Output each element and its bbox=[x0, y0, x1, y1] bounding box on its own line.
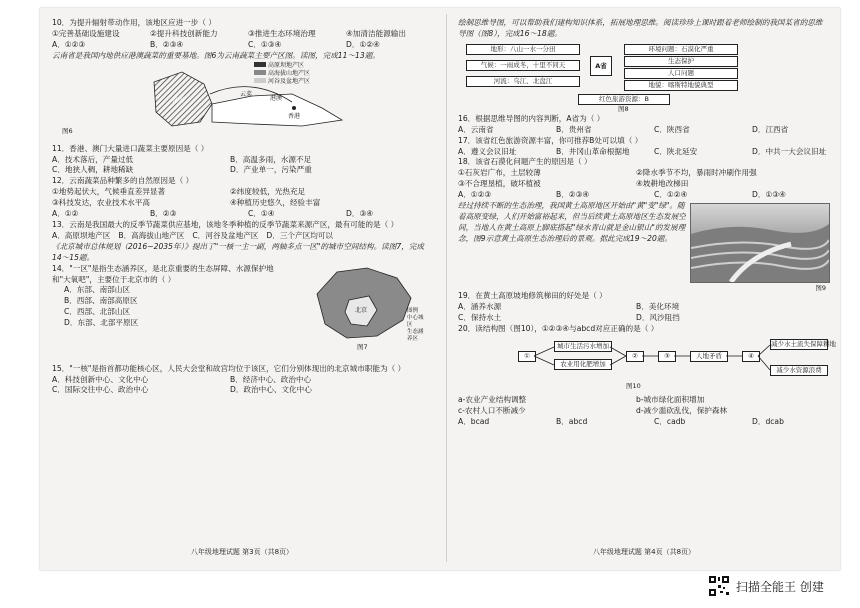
q12-opt-4: ④种植历史悠久，经验丰富 bbox=[230, 198, 321, 208]
q20-item-d: d-减少滥砍乱伐，保护森林 bbox=[636, 405, 728, 415]
mindmap-eco-protect: 生态保护 bbox=[624, 56, 738, 67]
q15-opt-c: C．国际交往中心、政治中心 bbox=[52, 385, 149, 395]
question-12: 12．云南蔬菜品种繁多的自然原因是（ ） bbox=[52, 176, 194, 186]
qr-code-icon bbox=[708, 575, 730, 597]
q19-row2 bbox=[458, 313, 830, 324]
mindmap-population: 人口问题 bbox=[624, 68, 738, 79]
mindmap-red-tourism: 红色旅游资源：B bbox=[578, 94, 670, 105]
q19-opt-b: B．美化环境 bbox=[636, 301, 680, 311]
node-conflict: 人地矛盾 bbox=[690, 351, 728, 362]
node-soil: 减少水土流失保障耕地 bbox=[771, 339, 836, 348]
question-18: 18．该省石漠化问题产生的原因是（ ） bbox=[458, 157, 592, 167]
figure-7-caption: 图7 bbox=[357, 342, 368, 351]
figure-6-map bbox=[62, 61, 362, 142]
figure-7-map bbox=[307, 264, 427, 352]
q11-opt-c: C．地狭人稠，耕地稀缺 bbox=[52, 165, 134, 175]
fig6-legend bbox=[254, 62, 310, 86]
q17-options bbox=[458, 147, 830, 158]
intro-14-15: 《北京城市总体规划（2016~2035年）》提出了"一核一主一副，两轴多点一区"的城市空间结构。读图7，完成14～15题。 bbox=[52, 241, 424, 262]
q12-ans-b: B．②③ bbox=[150, 209, 177, 219]
q18-opt-2: ②降水季节不均，暴雨时冲刷作用强 bbox=[636, 168, 757, 178]
legend-central: 中心城区 bbox=[407, 314, 424, 328]
q13-opt-d: D．三个产区均可以 bbox=[266, 230, 333, 240]
question-20: 20．读结构图（图10），①②③④与abcd对应正确的是（ ） bbox=[458, 323, 659, 333]
diagram-arrows-svg bbox=[458, 337, 836, 393]
q11-opt-b: B．高温多雨，水源不足 bbox=[230, 154, 312, 164]
q17-opt-c: C．陕北延安 bbox=[654, 146, 698, 156]
q11-opt-a: A．技术落后，产量过低 bbox=[52, 154, 134, 164]
question-14: 14．"一区"是指生态涵养区，是北京重要的生态屏障、水源保护地和"大氧吧"，主要位于北京市的（ ） bbox=[52, 263, 274, 284]
q16-options bbox=[458, 125, 830, 136]
q11-opt-d: D．产业单一，污染严重 bbox=[230, 165, 312, 175]
q12-opt-3: ③科技发达，农业技术水平高 bbox=[52, 198, 150, 208]
page-4 bbox=[458, 18, 836, 558]
intro-19-20: 经过持续不断的生态治理，我国黄土高原地区开始由"黄"变"绿"。随着高原变绿，人们开始富裕起来，但当后续黄土高原地区生态发展空间，当地人在黄土高原上脚底搭起"绿水青山就是金山银山"的发展理念，图9示意黄土高原生态治理后的景观。据此完成19～20题。 bbox=[458, 201, 686, 243]
mindmap-landform: 地貌：喀斯特地貌典型 bbox=[624, 80, 738, 91]
q14-block bbox=[52, 264, 432, 364]
q20-items-row1 bbox=[458, 395, 830, 406]
q19-row1 bbox=[458, 302, 830, 313]
q12-answers bbox=[52, 209, 432, 220]
q10-ans-c: C．①③④ bbox=[248, 39, 282, 49]
q19-opt-a: A．涵养水源 bbox=[458, 301, 502, 311]
q20-answers bbox=[458, 417, 830, 428]
mindmap-climate: 气候：一雨成冬，十里不同天 bbox=[466, 60, 580, 71]
q20-item-b: b-城市绿化面积增加 bbox=[636, 394, 705, 404]
q19-opt-d: D．风沙阻挡 bbox=[636, 312, 680, 322]
node-2: ② bbox=[626, 351, 644, 362]
q16-opt-c: C．陕西省 bbox=[654, 124, 690, 134]
q10-ans-a: A．①②③ bbox=[52, 39, 86, 49]
node-1: ① bbox=[518, 351, 536, 362]
legend-highland: 高海拔山地产区 bbox=[268, 69, 311, 77]
q10-statements bbox=[52, 29, 432, 40]
q14-opt-c: C．西部、北部山区 bbox=[64, 307, 131, 317]
q10-opt-2: ②提升科技创新能力 bbox=[150, 28, 218, 38]
q15-row2 bbox=[52, 385, 432, 396]
q20-ans-a: A．bcad bbox=[458, 416, 490, 426]
page-4-footer: 八年级地理试题 第4页（共8页） bbox=[592, 548, 696, 557]
q13-options bbox=[52, 231, 432, 242]
q20-item-c: c-农村人口不断减少 bbox=[458, 405, 526, 415]
q13-opt-a: A．高原坝地产区 bbox=[52, 230, 111, 240]
intro-16-18: 绘制思维导图，可以帮助我们建构知识体系，拓展地理思维。阅读珍珍上课时跟着老师绘制的我国某省的思维导图（图8），完成16～18题。 bbox=[458, 18, 823, 38]
q12-opt-2: ②纬度较低，光热充足 bbox=[230, 187, 306, 197]
scanner-watermark bbox=[708, 575, 824, 597]
node-3: ③ bbox=[658, 351, 676, 362]
question-15: 15．"一核"是指首都功能核心区，人民大会堂和故宫均位于该区，它们分别体现出的北京城市职能为（ ） bbox=[52, 363, 406, 373]
figure-9-caption: 图9 bbox=[815, 284, 826, 293]
scanner-label: 扫描全能王 创建 bbox=[736, 579, 824, 594]
q18-opt-1: ①石灰岩广布，土层较薄 bbox=[458, 168, 541, 178]
mindmap-terrain: 地形：八山一水一分田 bbox=[466, 44, 580, 55]
q11-row2 bbox=[52, 165, 432, 176]
legend-title: 图例 bbox=[407, 307, 419, 314]
page-3-footer: 八年级地理试题 第3页（共8页） bbox=[190, 548, 294, 557]
legend-eco: 生态涵养区 bbox=[407, 328, 424, 342]
label-beijing: 北京 bbox=[355, 306, 368, 314]
legend-plateau: 高原坝地产区 bbox=[268, 61, 305, 69]
q17-opt-a: A．遵义会议旧址 bbox=[458, 146, 517, 156]
figure-10-diagram bbox=[458, 337, 836, 393]
q10-opt-1: ①完善基础设施建设 bbox=[52, 28, 120, 38]
mindmap-env-issue: 环境问题：石漠化严重 bbox=[624, 44, 738, 55]
q15-opt-d: D．政治中心、文化中心 bbox=[230, 385, 312, 395]
question-17: 17．该省红色旅游资源丰富，你可推荐B处可以填（ ） bbox=[458, 135, 643, 145]
fig7-legend bbox=[407, 308, 427, 343]
label-hongkong: 香港 bbox=[288, 112, 301, 120]
q13-opt-c: C．河谷及盆地产区 bbox=[192, 230, 259, 240]
figure-8-caption: 图8 bbox=[618, 104, 629, 113]
q10-ans-d: D．①②④ bbox=[346, 39, 380, 49]
terrace-photo-svg bbox=[691, 204, 829, 282]
q18-answers bbox=[458, 190, 830, 201]
q12-ans-a: A．①② bbox=[52, 209, 79, 219]
q20-ans-b: B．abcd bbox=[556, 416, 588, 426]
label-gangao: 港澳 bbox=[270, 94, 283, 102]
q20-ans-d: D．dcab bbox=[752, 416, 784, 426]
q18-opt-3: ③不合理垦植，破坏植被 bbox=[458, 179, 541, 189]
q14-opt-d: D．东部、北部平原区 bbox=[64, 318, 139, 328]
node-fertilizer: 农业用化肥增加 bbox=[554, 359, 612, 370]
q14-opt-b: B．西部、南部高原区 bbox=[64, 296, 138, 306]
q12-ans-c: C．①④ bbox=[248, 209, 275, 219]
q20-item-a: a-农业产业结构调整 bbox=[458, 394, 527, 404]
q19-opt-c: C．保持水土 bbox=[458, 312, 502, 322]
q12-opt-1: ①地势起伏大，气候垂直差异显著 bbox=[52, 187, 166, 197]
q12-ans-d: D．③④ bbox=[346, 209, 374, 219]
figure-10-caption: 图10 bbox=[626, 381, 641, 390]
q15-row1 bbox=[52, 375, 432, 386]
q16-opt-b: B．贵州省 bbox=[556, 124, 592, 134]
node-sewage: 城市生活污水增加 bbox=[554, 341, 612, 352]
question-10: 10．为提升辐射带动作用，该地区应进一步（ ） bbox=[52, 18, 216, 27]
q10-opt-4: ④加清洁能源输出 bbox=[346, 28, 406, 38]
node-water: 减少水资源浪费 bbox=[770, 365, 828, 376]
q18-row1 bbox=[458, 168, 830, 179]
page-3 bbox=[52, 18, 432, 558]
hongkong-point bbox=[292, 106, 296, 110]
q18-ans-c: C．①②④ bbox=[654, 190, 688, 200]
question-13: 13．云南是我国最大的反季节蔬菜供应基地，该地冬季种植的反季节蔬菜来源产区，最有可能的是（ ） bbox=[52, 219, 399, 229]
node-4: ④ bbox=[742, 351, 760, 362]
mindmap-center: A省 bbox=[590, 56, 612, 76]
q20-items-row2 bbox=[458, 406, 830, 417]
figure-9-photo bbox=[690, 203, 830, 283]
q15-opt-b: B．经济中心、政治中心 bbox=[230, 374, 312, 384]
q13-opt-b: B．高海拔山地产区 bbox=[118, 230, 185, 240]
q17-opt-b: B．井冈山革命根据地 bbox=[556, 146, 630, 156]
q16-opt-d: D．江西省 bbox=[752, 124, 789, 134]
mindmap-rivers: 河流：乌江、北盘江 bbox=[466, 76, 580, 87]
question-19: 19．在黄土高原坡地修筑梯田的好处是（ ） bbox=[458, 291, 607, 301]
label-yuncai: 云菜 bbox=[240, 90, 253, 98]
q18-ans-b: B．②③④ bbox=[556, 190, 590, 200]
q12-row2 bbox=[52, 198, 432, 209]
question-16: 16．根据思维导图的内容判断，A省为（ ） bbox=[458, 113, 605, 123]
q12-row1 bbox=[52, 187, 432, 198]
q10-answers bbox=[52, 40, 432, 51]
q10-ans-b: B．②③④ bbox=[150, 39, 184, 49]
label-kunming: 昆明 bbox=[172, 96, 185, 104]
q15-opt-a: A．科技创新中心、文化中心 bbox=[52, 374, 149, 384]
q16-opt-a: A．云南省 bbox=[458, 124, 494, 134]
exam-sheet bbox=[40, 8, 840, 570]
figure-6-caption: 图6 bbox=[62, 126, 73, 135]
q20-ans-c: C．cadb bbox=[654, 416, 686, 426]
q18-row2 bbox=[458, 179, 830, 190]
intro-11-13: 云南省是我国内地供应港澳蔬菜的重要基地。图6为云南蔬菜主要产区图。读图，完成11～13题。 bbox=[52, 50, 380, 60]
q19-block bbox=[458, 201, 830, 291]
figure-8-mindmap bbox=[458, 42, 830, 112]
q18-ans-a: A．①②③ bbox=[458, 190, 492, 200]
q17-opt-d: D．中共一大会议旧址 bbox=[752, 146, 827, 156]
page-divider bbox=[446, 14, 447, 562]
question-11: 11．香港、澳门大量进口蔬菜主要原因是（ ） bbox=[52, 143, 209, 153]
q14-opt-a: A．东部、南部山区 bbox=[64, 285, 130, 295]
q18-opt-4: ④坡耕地改梯田 bbox=[636, 179, 689, 189]
q18-ans-d: D．①③④ bbox=[752, 190, 786, 200]
legend-valley: 河谷及盆地产区 bbox=[268, 77, 311, 85]
q11-row1 bbox=[52, 155, 432, 166]
q10-opt-3: ③推进生态环境治理 bbox=[248, 28, 316, 38]
